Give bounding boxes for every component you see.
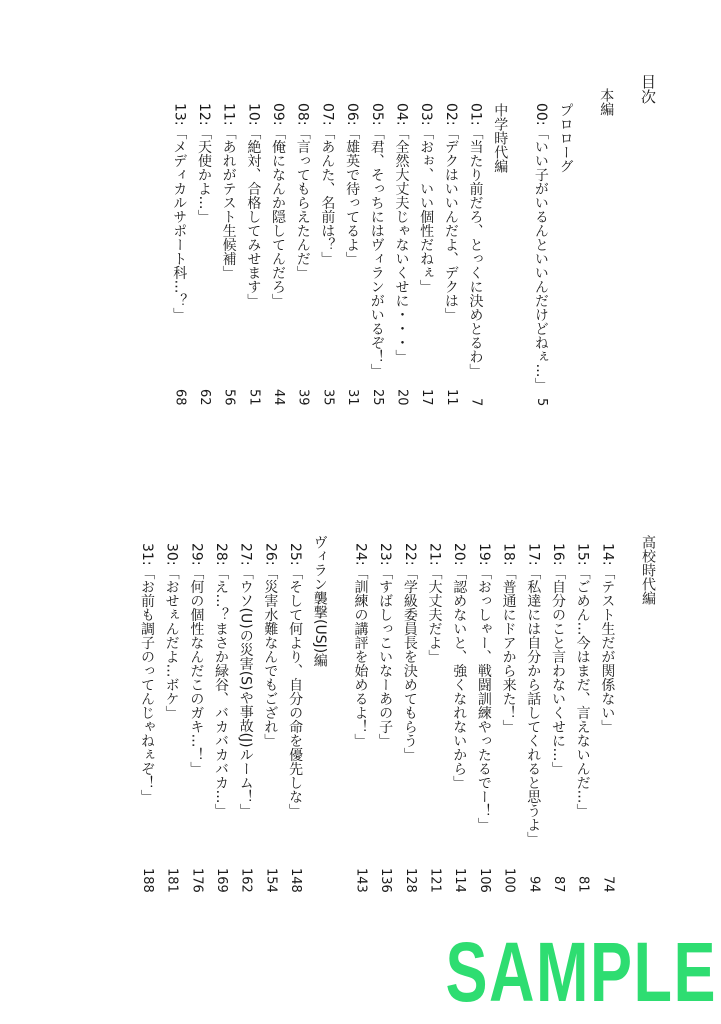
toc-entry-page-number: 100	[501, 868, 517, 893]
toc-entry-title: 29:「何の個性なんだこのガキ…！」	[188, 543, 205, 776]
toc-entry-title: 04:「全然大丈夫じゃないくせに・・・」	[393, 103, 410, 364]
toc-entry	[164, 535, 179, 893]
toc-entry	[213, 535, 228, 893]
toc-entry-title: 10:「絶対、合格してみせます」	[245, 103, 262, 308]
toc-entry-title: 03:「おぉ、いい個性だねぇ」	[418, 103, 435, 294]
toc-entry-page-number: 44	[271, 389, 286, 406]
toc-entry-title: 01:「当たり前だろ、とっくに決めとるわ」	[467, 103, 484, 378]
toc-entry	[270, 74, 285, 406]
toc-entry-title: 24:「訓練の講評を始めるよ！」	[352, 543, 369, 748]
toc-entry-title: 23:「すばしっこいなーあの子」	[377, 543, 394, 748]
toc-entry-page-number: 106	[476, 868, 492, 893]
toc-entry-title: 12:「天使かよ…」	[195, 103, 212, 224]
toc-entry	[344, 74, 359, 406]
toc-entry	[443, 74, 458, 406]
toc-section: ヴィラン襲撃(USJ)編	[311, 535, 328, 668]
toc-entry	[452, 535, 467, 893]
toc-entry-title: 28:「え…？まさか緑谷、バカバカバカ…」	[213, 543, 229, 818]
toc-entry	[369, 74, 384, 406]
toc-entry	[533, 74, 548, 406]
toc-entry-title: 02:「デクはいいんだよ、デクは」	[442, 103, 459, 322]
toc-entry-title: 21:「大丈夫だよ」	[426, 543, 443, 664]
toc-entry-title: 15:「ごめん…今はまだ、言えないんだ…」	[574, 543, 591, 818]
toc-entry-title: 31:「お前も調子のってんじゃねぇぞ！」	[138, 543, 155, 804]
toc-entry-page-number: 94	[526, 876, 542, 893]
toc-entry	[189, 535, 204, 893]
toc-entry-title: 08:「言ってもらえたんだ」	[294, 103, 311, 280]
toc-entry	[172, 74, 187, 406]
toc-entry	[476, 535, 491, 893]
toc-entry-page-number: 169	[214, 868, 229, 893]
toc-second-block	[129, 535, 655, 893]
toc-entry-title: 09:「俺になんか隠してんだろ」	[270, 103, 286, 308]
toc-entry-page-number: 7	[468, 397, 484, 406]
toc-entry-title: 22:「学級委員長を決めてもらう」	[401, 543, 418, 762]
toc-entry-title: 17:「私達には自分から話してくれると思うよ」	[525, 543, 542, 846]
toc-entry-page-number: 20	[394, 389, 410, 406]
toc-entry-title: 16:「自分のこと言わないくせに…」	[549, 543, 566, 776]
toc-entry-page-number: 121	[427, 868, 443, 893]
toc-entry-page-number: 68	[172, 389, 188, 406]
toc-section: 高校時代編	[640, 535, 656, 605]
toc-entry-page-number: 188	[139, 868, 155, 893]
toc-entry-page-number: 74	[600, 876, 616, 893]
toc-entry-page-number: 31	[345, 389, 361, 406]
toc-main-block	[162, 74, 655, 406]
toc-entry-page-number: 114	[452, 868, 468, 893]
toc-section: プロローグ	[557, 103, 574, 173]
toc-entry-title: 19:「おっしゃー、戦闘訓練やったるでー！」	[475, 543, 492, 832]
toc-entry	[295, 74, 310, 406]
toc-entry	[196, 74, 211, 406]
toc-entry-page-number: 154	[263, 868, 279, 893]
toc-entry	[287, 535, 302, 893]
toc-entry	[238, 535, 253, 893]
toc-entry-page-number: 5	[533, 397, 549, 406]
toc-entry	[600, 535, 615, 893]
toc-entry	[353, 535, 368, 893]
toc-entry	[468, 74, 483, 406]
toc-entry-page-number: 25	[369, 389, 385, 406]
toc-entry-page-number: 148	[288, 868, 304, 893]
toc-entry	[377, 535, 392, 893]
toc-entry-title: 00:「いい子がいるんといいんだけどねぇ…」	[532, 103, 549, 392]
toc-section: 中学時代編	[492, 103, 509, 173]
toc-entry-page-number: 87	[550, 876, 566, 893]
toc-entry	[221, 74, 236, 406]
toc-entry-page-number: 17	[419, 389, 435, 406]
toc-entry	[501, 535, 516, 893]
toc-entry	[263, 535, 278, 893]
sample-watermark: SAMPLE	[445, 925, 717, 1019]
toc-entry-title: 05:「君、そっちにはヴィランがいるぞ！」	[368, 103, 385, 378]
toc-entry-page-number: 39	[295, 389, 311, 406]
toc-entry-page-number: 162	[238, 868, 254, 893]
toc-entry-page-number: 56	[221, 389, 237, 406]
toc-entry-page-number: 128	[402, 868, 418, 893]
toc-entry-page-number: 176	[189, 868, 205, 893]
toc-entry-page-number: 11	[443, 389, 459, 406]
toc-entry-title: 20:「認めないと、強くなれないから」	[451, 543, 468, 790]
toc-entry-page-number: 143	[353, 868, 369, 893]
toc-entry	[246, 74, 261, 406]
toc-entry-page-number: 62	[196, 389, 212, 406]
toc-entry	[402, 535, 417, 893]
toc-entry-title: 26:「災害水難なんでもござれ」	[262, 543, 279, 748]
toc-entry-title: 14:「テスト生だが関係ない」	[599, 543, 616, 734]
toc-entry	[526, 535, 541, 893]
toc-entry	[139, 535, 154, 893]
toc-entry-title: 18:「普通にドアから来た！」	[500, 543, 517, 734]
toc-entry-title: 27:「ウソ(U)の災害(S)や事故(J)ルーム！」	[237, 543, 254, 818]
toc-entry	[550, 535, 565, 893]
toc-heading: 目次	[639, 74, 657, 104]
toc-entry	[418, 74, 433, 406]
toc-entry	[394, 74, 409, 406]
toc-entry-page-number: 81	[575, 876, 591, 893]
toc-entry-page-number: 35	[320, 389, 336, 406]
toc-entry-page-number: 51	[246, 389, 262, 406]
toc-entry-title: 07:「あんた、名前は？」	[319, 103, 336, 266]
toc-subheading: 本編	[598, 88, 615, 116]
toc-entry-title: 30:「おせぇんだよ…ボケ」	[163, 543, 180, 720]
toc-entry-title: 25:「そして何より、自分の命を優先しな」	[287, 543, 304, 818]
toc-entry-page-number: 136	[378, 868, 394, 893]
toc-entry-title: 06:「雄英で待ってるよ」	[344, 103, 361, 266]
toc-entry-title: 11:「あれがテスト生候補」	[220, 103, 237, 280]
toc-entry-page-number: 181	[164, 868, 180, 893]
toc-entry	[575, 535, 590, 893]
toc-entry	[427, 535, 442, 893]
toc-entry-title: 13:「メディカルサポート科…？」	[171, 103, 188, 322]
toc-entry	[320, 74, 335, 406]
